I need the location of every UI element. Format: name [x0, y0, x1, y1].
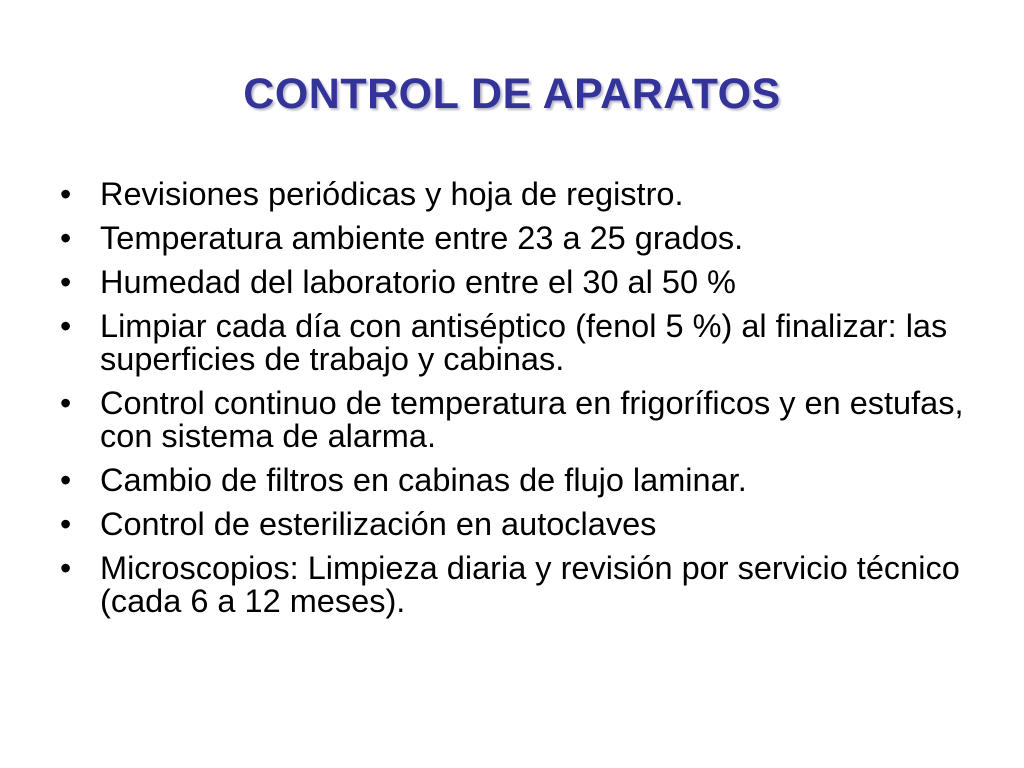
list-item	[60, 552, 980, 618]
list-item	[60, 508, 980, 541]
list-item	[60, 222, 980, 255]
bullet-icon: •	[60, 220, 72, 256]
list-item-text: Microscopios: Limpieza diaria y revisión por servicio técnico (cada 6 a 12 meses).	[100, 550, 960, 619]
bullet-icon: •	[60, 506, 72, 542]
bullet-icon: •	[60, 308, 72, 344]
list-item-text: Revisiones periódicas y hoja de registro.	[100, 176, 684, 212]
list-item	[60, 266, 980, 299]
bullet-icon: •	[60, 550, 72, 586]
bullet-list	[60, 178, 980, 629]
list-item-text: Temperatura ambiente entre 23 a 25 grados.	[100, 220, 744, 256]
list-item	[60, 178, 980, 211]
list-item-text: Humedad del laboratorio entre el 30 al 50 %	[100, 264, 736, 300]
list-item-text: Control de esterilización en autoclaves	[100, 506, 657, 542]
list-item	[60, 387, 980, 453]
bullet-icon: •	[60, 462, 72, 498]
bullet-icon: •	[60, 385, 72, 421]
list-item-text: Limpiar cada día con antiséptico (fenol 5 %) al finalizar: las superficies de trabajo y cabinas.	[100, 308, 948, 377]
list-item	[60, 464, 980, 497]
list-item-text: Cambio de filtros en cabinas de flujo laminar.	[100, 462, 747, 498]
slide-title: CONTROL DE APARATOS	[243, 70, 781, 118]
list-item	[60, 310, 980, 376]
list-item-text: Control continuo de temperatura en frigoríficos y en estufas, con sistema de alarma.	[100, 385, 964, 454]
bullet-icon: •	[60, 176, 72, 212]
bullet-icon: •	[60, 264, 72, 300]
